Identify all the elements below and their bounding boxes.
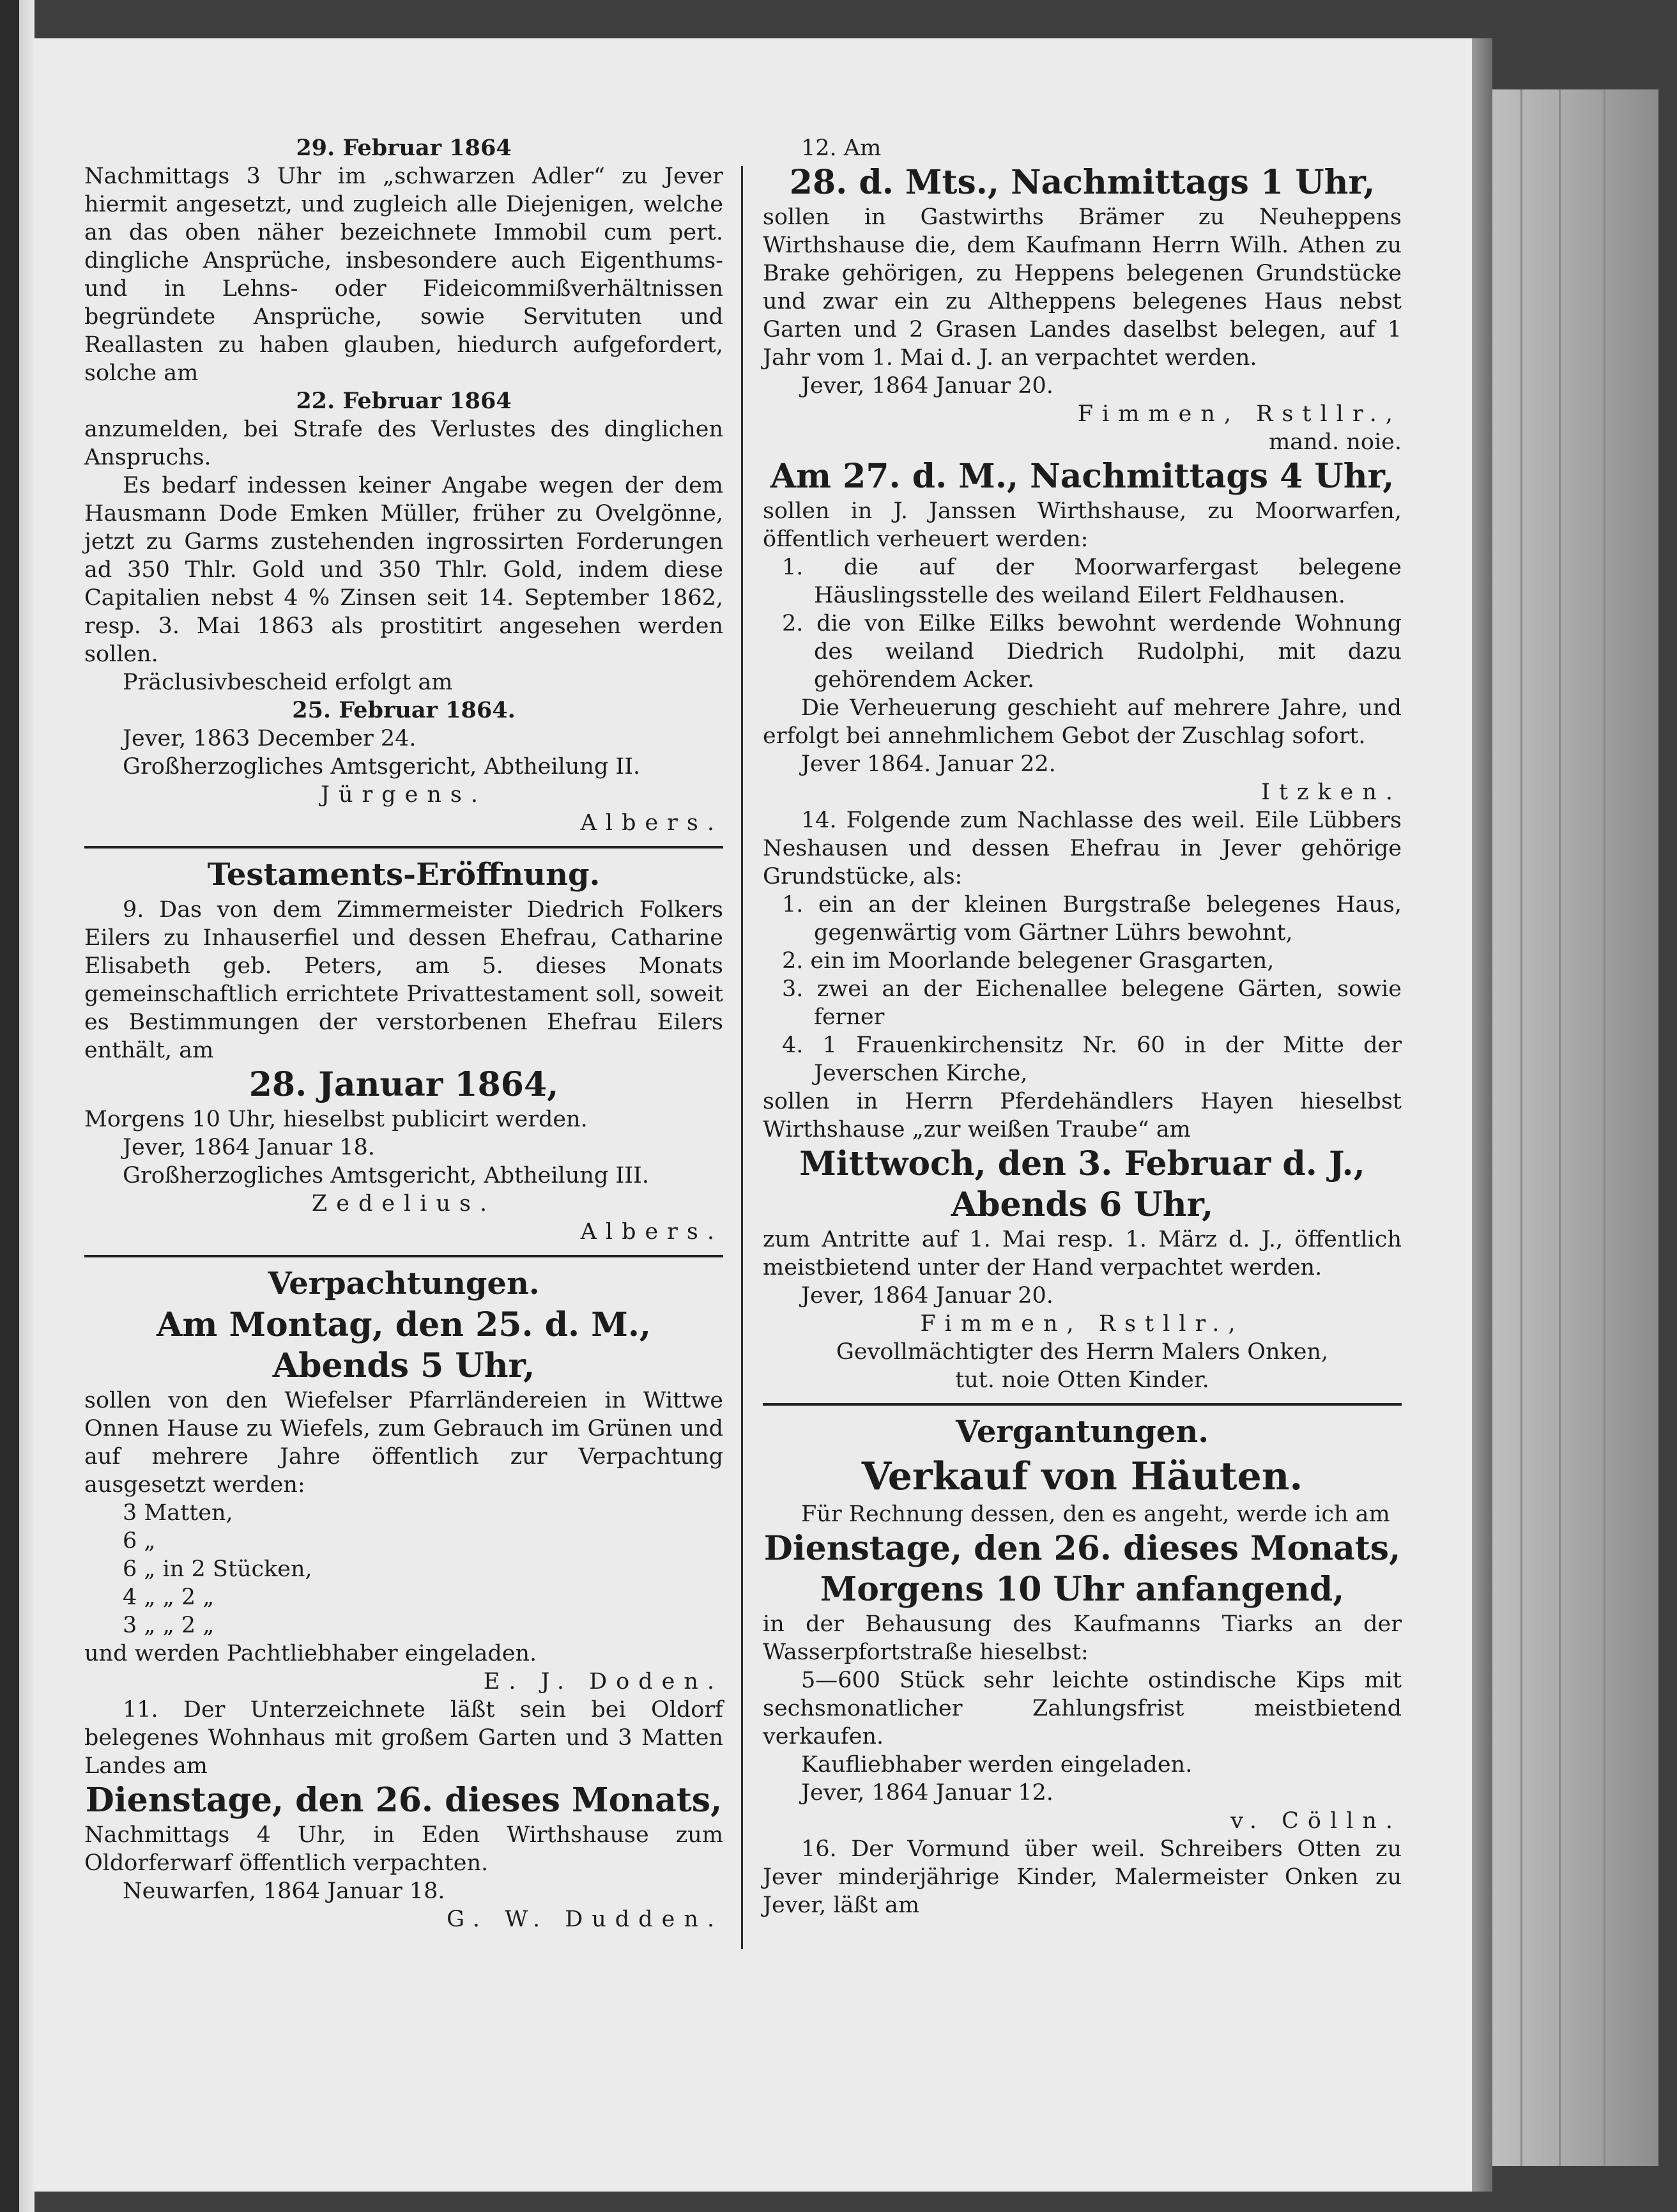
text-line: Neuwarfen, 1864 Januar 18. [123, 1878, 445, 1904]
text-line: Kaufliebhaber werden eingeladen. [801, 1752, 1193, 1778]
text-line: Die Verheuerung geschieht auf mehrere Jahre, und erfolgt bei annehmlichem Gebot der Zuschlag sofort. [763, 695, 1402, 749]
text-line: Albers. [580, 1219, 723, 1245]
text-line: Jever, 1864 Januar 12. [801, 1780, 1053, 1806]
text-line: Nachmittags 4 Uhr, in Eden Wirthshause zum Oldorferwarf öffentlich verpachten. [84, 1822, 723, 1876]
text-line: Fimmen, Rstllr., [1077, 401, 1402, 427]
text-line: Jever, 1863 December 24. [123, 726, 417, 751]
section-rule [763, 1403, 1402, 1406]
text-line: 1. die auf der Moorwarfergast belegene Häuslingsstelle des weiland Eilert Feldhausen. [782, 555, 1402, 608]
newspaper-page [34, 38, 1472, 2192]
verkauf-notice [763, 1500, 1402, 1919]
text-line: 3. zwei an der Eichenallee belegene Gärten, sowie ferner [782, 976, 1402, 1030]
text-line: Jever, 1864 Januar 20. [801, 373, 1053, 399]
text-line: G. W. Dudden. [447, 1907, 723, 1932]
text-line: anzumelden, bei Strafe des Verlustes des dinglichen Anspruchs. [84, 417, 723, 470]
text-line: 2. die von Eilke Eilks bewohnt werdende Wohnung des weiland Diedrich Rudolphi, mit dazu gehörendem Acker. [782, 611, 1402, 693]
text-line: 3 „ „ 2 „ [123, 1613, 215, 1638]
text-line: 12. Am [801, 135, 882, 161]
text-line: zum Antritte auf 1. Mai resp. 1. März d. J., öffentlich meistbietend unter der Hand verpachtet werden. [763, 1227, 1402, 1280]
text-line: Nachmittags 3 Uhr im „schwarzen Adler“ zu Jever hiermit angesetzt, und zugleich alle Diejenigen, welche an das oben näher bezeichnete Immobil cum pert. dingliche Ansprüche, insbesondere auch Eigenthums- und in Lehns- oder Fideicommißverhältnissen begründete Ansprüche, sowie Servituten und Reallasten zu haben glauben, hiedurch aufgefordert, solche am [84, 164, 723, 386]
text-line: Morgens 10 Uhr, hieselbst publicirt werden. [84, 1107, 588, 1132]
text-line: 11. Der Unterzeichnete läßt sein bei Oldorf belegenes Wohnhaus mit großem Garten und 3 Matten Landes am [84, 1697, 723, 1779]
left-column [84, 134, 723, 1933]
page-gutter-shadow [1472, 38, 1492, 2192]
heading-vergantungen: Vergantungen. [956, 1414, 1209, 1450]
text-line: 28. d. Mts., Nachmittags 1 Uhr, [789, 163, 1375, 202]
text-line: Großherzogliches Amtsgericht, Abtheilung II. [123, 754, 641, 780]
text-line: v. Cölln. [1230, 1808, 1402, 1834]
text-line: 6 „ [123, 1528, 156, 1554]
text-line: sollen in J. Janssen Wirthshause, zu Moorwarfen, öffentlich verheuert werden: [763, 498, 1402, 552]
left-notice-block [84, 134, 723, 837]
text-line: E. J. Doden. [483, 1669, 723, 1694]
heading-verkauf: Verkauf von Häuten. [861, 1454, 1303, 1499]
column-divider [741, 166, 743, 1949]
facing-page-edge [19, 0, 34, 2212]
text-line: Dienstage, den 26. dieses Monats, [763, 1529, 1401, 1568]
text-line: sollen von den Wiefelser Pfarrländereien in Wittwe Onnen Hause zu Wiefels, zum Gebrauch im Grünen und auf mehrere Jahre öffentlich zur Verpachtung ausgesetzt werden: [84, 1388, 723, 1498]
text-line: 9. Das von dem Zimmermeister Diedrich Folkers Eilers zu Inhauserfiel und dessen Ehefrau, Catharine Elisabeth geb. Peters, am 5. dieses Monats gemeinschaftlich errichtete Privattestament soll, soweit es Bestimmungen der verstorbenen Ehefrau Eilers enthält, am [84, 897, 723, 1063]
text-line: 3 Matten, [123, 1500, 233, 1526]
text-line: 22. Februar 1864 [296, 388, 512, 414]
text-line: Präclusivbescheid erfolgt am [123, 670, 453, 695]
heading-verpachtungen: Verpachtungen. [268, 1266, 540, 1302]
text-line: 16. Der Vormund über weil. Schreibers Otten zu Jever minderjährige Kinder, Malermeister Onken zu Jever, läßt am [763, 1836, 1402, 1918]
page-edge-line [1520, 89, 1522, 2166]
text-line: 25. Februar 1864. [292, 697, 516, 723]
text-line: Zedelius. [311, 1191, 496, 1217]
text-line: in der Behausung des Kaufmanns Tiarks an der Wasserpfortstraße hieselbst: [763, 1611, 1402, 1665]
text-line: Am Montag, den 25. d. M., [156, 1305, 652, 1344]
text-line: Großherzogliches Amtsgericht, Abtheilung III. [123, 1163, 649, 1188]
book-page-edges [1492, 89, 1658, 2166]
text-line: 1. ein an der kleinen Burgstraße belegenes Haus, gegenwärtig vom Gärtner Lührs bewohnt, [782, 892, 1402, 946]
text-line: Für Rechnung dessen, den es angeht, werde ich am [801, 1502, 1390, 1527]
text-line: 14. Folgende zum Nachlasse des weil. Eile Lübbers Neshausen und dessen Ehefrau in Jever gehörige Grundstücke, als: [763, 808, 1402, 889]
text-line: Jürgens. [320, 782, 487, 808]
heading-testament: Testaments-Eröffnung. [207, 857, 601, 893]
text-line: 29. Februar 1864 [296, 135, 512, 161]
text-line: Itzken. [1261, 780, 1402, 805]
text-line: Fimmen, Rstllr., [920, 1311, 1244, 1337]
text-line: Abends 5 Uhr, [272, 1346, 535, 1385]
text-line: Jever, 1864 Januar 20. [801, 1283, 1053, 1309]
text-line: Am 27. d. M., Nachmittags 4 Uhr, [770, 457, 1395, 496]
text-line: tut. noie Otten Kinder. [955, 1367, 1209, 1393]
text-line: 6 „ in 2 Stücken, [123, 1556, 312, 1582]
testament-notice [84, 896, 723, 1246]
text-line: Morgens 10 Uhr anfangend, [820, 1570, 1345, 1609]
scanner-background-left [0, 0, 19, 2212]
text-line: 4. 1 Frauenkirchensitz Nr. 60 in der Mitte der Jeverschen Kirche, [782, 1033, 1402, 1086]
text-line: 28. Januar 1864, [249, 1065, 559, 1104]
section-rule [84, 846, 723, 849]
text-line: mand. noie. [1269, 429, 1402, 455]
text-line: Jever, 1864 Januar 18. [123, 1135, 375, 1160]
text-line: sollen in Gastwirths Brämer zu Neuheppens Wirthshause die, dem Kaufmann Herrn Wilh. Athen zu Brake gehörigen, zu Heppens belegenen Grundstücke und zwar ein zu Altheppens belegenes Haus nebst Garten und 2 Grasen Landes daselbst belegen, auf 1 Jahr vom 1. Mai d. J. an verpachtet werden. [763, 204, 1402, 371]
text-line: und werden Pachtliebhaber eingeladen. [84, 1641, 537, 1666]
text-line: Dienstage, den 26. dieses Monats, [85, 1781, 723, 1820]
page-edge-line [1604, 89, 1605, 2166]
verpachtungen-notices [84, 1305, 723, 1933]
page-edge-line [1559, 89, 1561, 2166]
right-column [763, 134, 1402, 1919]
section-rule [84, 1255, 723, 1257]
text-line: Mittwoch, den 3. Februar d. J., [799, 1144, 1365, 1183]
text-line: Jever 1864. Januar 22. [801, 751, 1056, 777]
text-line: 2. ein im Moorlande belegener Grasgarten, [782, 948, 1275, 974]
text-line: Gevollmächtigter des Herrn Malers Onken, [836, 1339, 1329, 1365]
text-line: Abends 6 Uhr, [951, 1185, 1214, 1224]
text-line: sollen in Herrn Pferdehändlers Hayen hieselbst Wirthshause „zur weißen Traube“ am [763, 1089, 1402, 1142]
text-line: 5—600 Stück sehr leichte ostindische Kips mit sechsmonatlicher Zahlungsfrist meistbietend verkaufen. [763, 1668, 1402, 1749]
text-line: 4 „ „ 2 „ [123, 1585, 215, 1610]
text-line: Es bedarf indessen keiner Angabe wegen der dem Hausmann Dode Emken Müller, früher zu Ovelgönne, jetzt zu Garms zustehenden ingrossirten Forderungen ad 350 Thlr. Gold und 350 Thlr. Gold, indem diese Capitalien nebst 4 % Zinsen seit 14. September 1862, resp. 3. Mai 1863 als prostitirt angesehen werden sollen. [84, 473, 723, 667]
text-line: Albers. [580, 810, 723, 836]
right-notice-block [763, 134, 1402, 1394]
